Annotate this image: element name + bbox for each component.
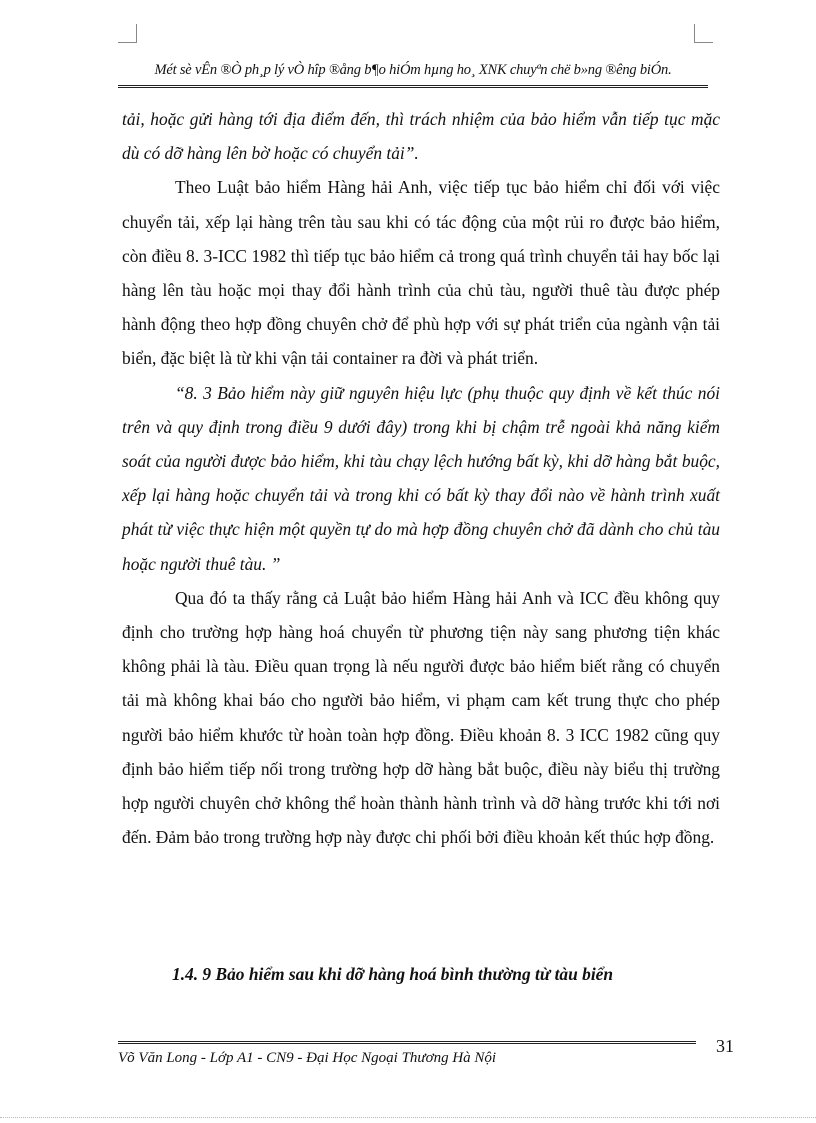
footer-author-line: Võ Văn Long - Lớp A1 - CN9 - Đại Học Ngoại Thương Hà Nội bbox=[118, 1050, 497, 1066]
paragraph-quote-clause-8-3: “8. 3 Bảo hiểm này giữ nguyên hiệu lực (phụ thuộc quy định về kết thúc nói trên và quy định trong điều 9 dưới đây) trong khi bị chậm trễ ngoài khả năng kiểm soát của người được bảo hiểm, khi tàu chạy lệch hướng bất kỳ, khi dỡ hàng bắt buộc, xếp lại hàng hoặc chuyển tải và trong khi có bất kỳ thay đổi nào về hành trình xuất phát từ việc thực hiện một quyền tự do mà hợp đồng chuyên chở đã dành cho chủ tàu hoặc người thuê tàu. ” bbox=[122, 382, 720, 574]
paragraph-continuation: tải, hoặc gửi hàng tới địa điểm đến, thì trách nhiệm của bảo hiểm vẫn tiếp tục mặc dù có dỡ hàng lên bờ hoặc có chuyển tải”. bbox=[122, 109, 720, 164]
page-bottom-edge bbox=[0, 1117, 816, 1118]
body-text bbox=[122, 102, 720, 854]
paragraph-conclusion: Qua đó ta thấy rằng cả Luật bảo hiểm Hàng hải Anh và ICC đều không quy định cho trường hợp hàng hoá chuyển từ phương tiện này sang phương tiện khác không phải là tàu. Điều quan trọng là nếu người được bảo hiểm biết rằng có chuyển tải mà không khai báo cho người bảo hiểm, vi phạm cam kết trung thực cho phép người bảo hiểm khước từ hoàn toàn hợp đồng. Điều khoản 8. 3 ICC 1982 cũng quy định bảo hiểm tiếp nối trong trường hợp dỡ hàng bắt buộc, điều này biểu thị trường hợp người chuyên chở không thể hoàn thành hành trình và dỡ hàng trước khi tới nơi đến. Đảm bảo trong trường hợp này được chi phối bởi điều khoản kết thúc hợp đồng. bbox=[122, 587, 720, 848]
crop-mark-top-right bbox=[694, 24, 713, 43]
footer-divider bbox=[118, 1041, 696, 1044]
section-heading: 1.4. 9 Bảo hiểm sau khi dỡ hàng hoá bình thường từ tàu biển bbox=[172, 964, 614, 984]
running-header: Mét sè vÊn ®Ò ph¸p lý vÒ hîp ®ång b¶o hiÓm hµng ho¸ XNK chuyªn chë b»ng ®êng biÓn. bbox=[118, 62, 708, 88]
crop-mark-top-left bbox=[118, 24, 137, 43]
page-number: 31 bbox=[716, 1036, 734, 1056]
paragraph-law-comparison: Theo Luật bảo hiểm Hàng hải Anh, việc tiếp tục bảo hiểm chỉ đối với việc chuyển tải, xếp lại hàng trên tàu sau khi có tác động của một rủi ro được bảo hiểm, còn điều 8. 3-ICC 1982 thì tiếp tục bảo hiểm cả trong quá trình chuyển tải hay bốc lại hàng lên tàu hoặc mọi thay đổi hành trình của chủ tàu, người thuê tàu được phép hành động theo hợp đồng chuyên chở để phù hợp với sự phát triển của ngành vận tải biển, đặc biệt là từ khi vận tải container ra đời và phát triển. bbox=[122, 177, 720, 369]
